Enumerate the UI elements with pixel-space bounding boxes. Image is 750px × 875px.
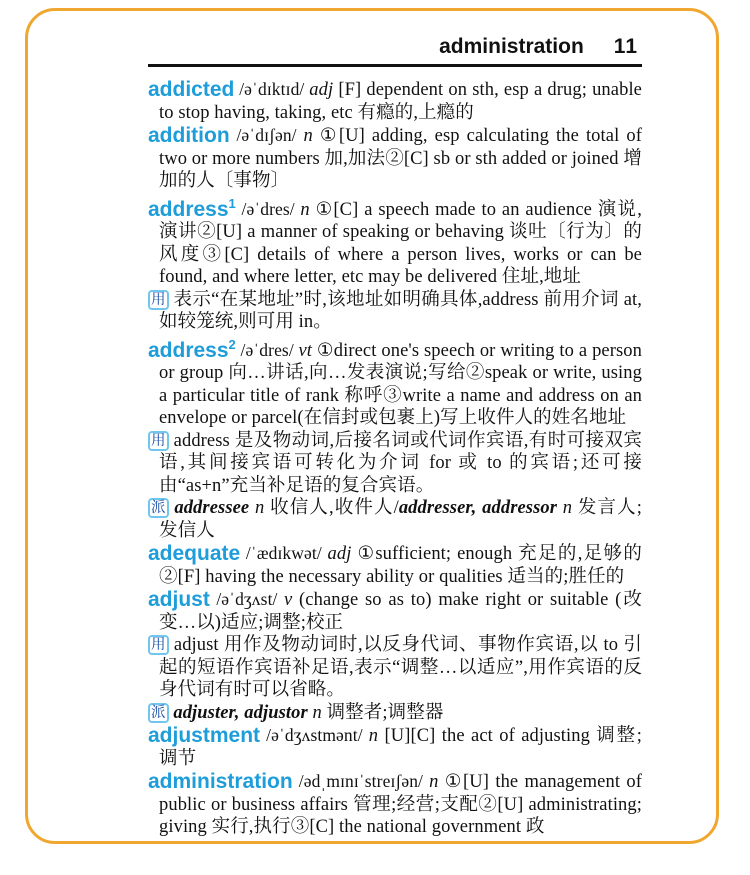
definition-text: ①[U] adding, esp calculating the total of two or more numbers 加,加法②[C] sb or sth added or joined 增加的人〔事物〕 [159,126,642,191]
entry-list [148,78,642,839]
pos-label: v [283,590,293,610]
pos-label: n [303,126,313,146]
definition-text: [U][C] the act of adjusting 调整;调节 [159,726,642,769]
entry-addicted [148,78,642,124]
usage-marker-icon: 用 [148,431,169,451]
pos-label: adj [309,80,334,100]
entry-address-1 [148,193,642,289]
derived-word: addresser, addressor [398,498,558,518]
pos-label: n [557,498,573,518]
headword: address [148,197,229,221]
phonetic: /ədˌmɪnɪˈstreɪʃən/ [292,771,430,791]
running-head [148,35,642,67]
phonetic: /əˈdres/ [235,198,301,219]
page-border-frame [25,8,719,844]
entry-administration [148,770,642,839]
entry-address-2 [148,334,642,430]
definition-text: 表示“在某地址”时,该地址如明确具体,address 前用介词 at, 如较笼统,则可用 in。 [159,289,642,332]
headword-superscript: 2 [228,336,236,352]
entry-adjust [148,588,642,634]
phonetic: /əˈdres/ [235,339,299,360]
definition-text: ①direct one's speech or writing to a person or group 向…讲话,向…发表演说;写给②speak or write, using a particular title of rank 称呼③write a name and address on an envelope or parcel(在信封或包裹上)写上收件人的姓名地址 [159,340,642,428]
headword: address [148,338,229,362]
derived-note-adjust [148,702,642,725]
derived-word: adjuster, adjustor [173,702,308,723]
pos-label: adj [327,544,352,564]
definition-text: ①[C] a speech made to an audience 演说,演讲②[U] a manner of speaking or behaving 谈吐〔行为〕的风度③[C] details of where a person lives, works or can be found, and where letter, etc may be delivered 住址,地址 [159,199,642,287]
phonetic: /əˈdɪktɪd/ [234,79,310,99]
usage-note-adjust [148,634,642,702]
definition-text: 收信人,收件人/ [264,498,399,518]
usage-marker-icon: 用 [148,635,169,655]
definition-text: 发言人;发信人 [159,498,643,541]
guide-word: administration [439,35,584,58]
phonetic: /ˈædɪkwət/ [240,543,328,563]
derived-note-address [148,497,642,542]
pos-label: n [300,199,310,220]
definition-text: [F] dependent on sth, esp a drug; unable to stop having, taking, etc 有瘾的,上瘾的 [159,80,642,123]
pos-label: n [368,726,379,746]
derived-word: addressee [174,498,250,518]
derived-marker-icon: 派 [148,498,169,518]
definition-text: adjust 用作及物动词时,以反身代词、事物作宾语,以 to 引起的短语作宾语补足语,表示“调整…以适应”,用作宾语的反身代词有时可以省略。 [159,635,642,700]
usage-marker-icon: 用 [148,290,169,310]
pos-label: n [307,702,322,723]
usage-note-address-1 [148,289,642,334]
entry-addition [148,124,642,193]
headword-superscript: 1 [228,195,236,211]
pos-label: n [429,772,439,792]
headword: administration [148,770,293,793]
pos-label: n [249,498,265,518]
phonetic: /əˈdɪʃən/ [229,125,304,145]
definition-text: address 是及物动词,后接名词或代词作宾语,有时可接双宾语,其间接宾语可转化为介词 for 或 to 的宾语;还可接由“as+n”充当补足语的复合宾语。 [159,430,642,496]
headword: adjust [148,588,210,611]
headword: addition [148,124,230,147]
headword: adequate [148,542,241,565]
headword: addicted [148,78,235,101]
phonetic: /əˈdʒʌst/ [209,589,284,609]
definition-text: 调整者;调整器 [321,702,444,723]
pos-label: vt [298,340,313,361]
usage-note-address-2 [148,430,642,498]
phonetic: /əˈdʒʌstmənt/ [260,725,369,745]
entry-adjustment [148,724,642,770]
definition-text: ①sufficient; enough 充足的,足够的②[F] having the necessary ability or qualities 适当的;胜任的 [159,544,642,587]
entry-adequate [148,542,642,588]
page-number: 11 [613,35,638,58]
definition-text: ①[U] the management of public or business affairs 管理;经营;支配②[U] administrating; giving 实行,执行③[C] the national government 政 [159,772,642,837]
derived-marker-icon: 派 [148,703,169,723]
definition-text: (change so as to) make right or suitable (改变…以)适应;调整;校正 [159,590,642,633]
headword: adjustment [148,724,261,747]
page-content [148,35,642,839]
